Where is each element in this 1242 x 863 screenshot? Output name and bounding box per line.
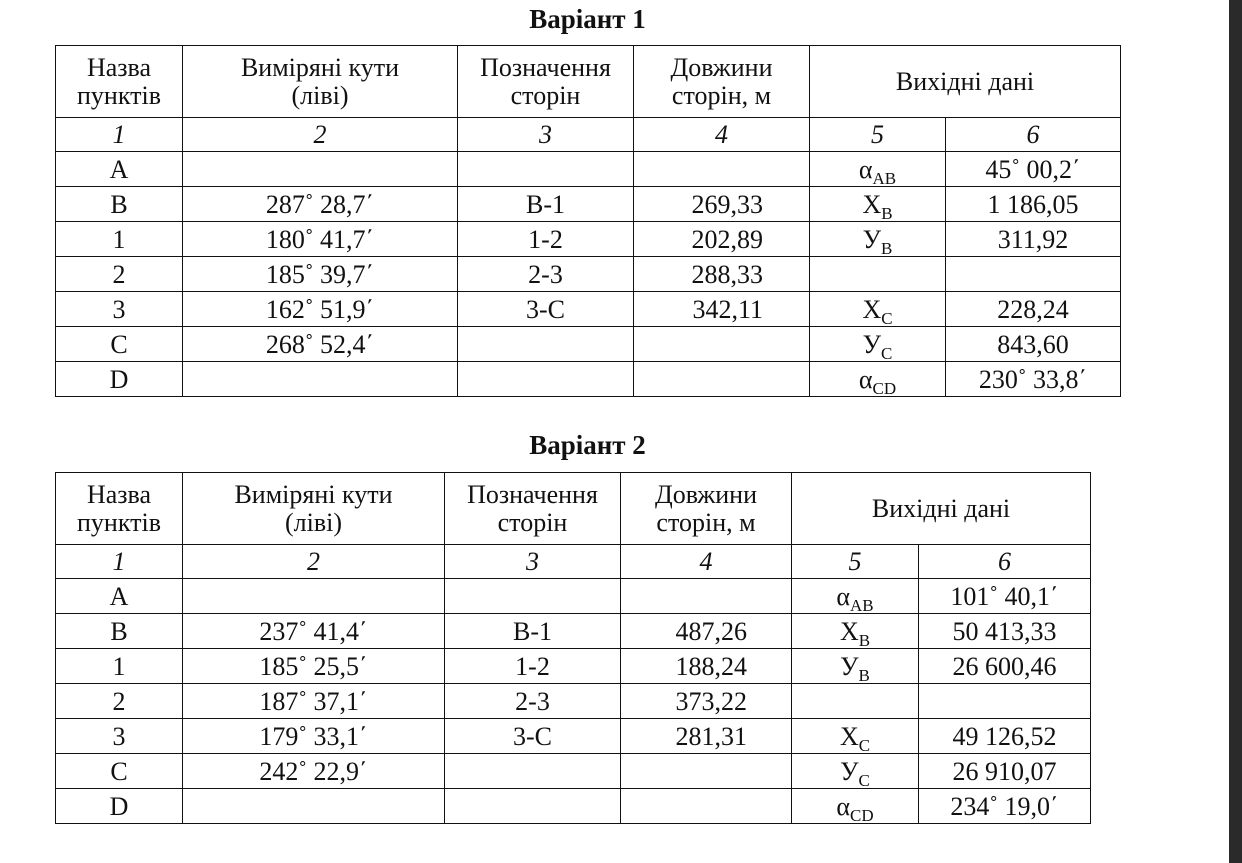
cell-point: B bbox=[56, 614, 183, 649]
cell-point: 1 bbox=[56, 649, 183, 684]
symbol-letter: α bbox=[858, 364, 873, 394]
symbol-subscript: AB bbox=[872, 168, 897, 187]
cell-value bbox=[919, 684, 1091, 719]
cell-value: 101˚ 40,1΄ bbox=[919, 579, 1091, 614]
symbol-letter: X bbox=[862, 189, 882, 219]
table-row bbox=[56, 684, 1091, 719]
cell-point: 2 bbox=[56, 257, 183, 292]
cell-value: 1 186,05 bbox=[946, 187, 1121, 222]
cell-length bbox=[621, 579, 792, 614]
cell-symbol bbox=[810, 327, 946, 362]
header-source-data: Вихідні дані bbox=[792, 473, 1091, 545]
col-number: 2 bbox=[183, 545, 445, 579]
cell-side: 1-2 bbox=[445, 649, 621, 684]
cell-symbol bbox=[810, 292, 946, 327]
header-point-name: Назва пунктів bbox=[56, 473, 183, 545]
symbol-subscript: C bbox=[881, 343, 893, 362]
cell-symbol bbox=[810, 152, 946, 187]
cell-length: 188,24 bbox=[621, 649, 792, 684]
cell-value: 50 413,33 bbox=[919, 614, 1091, 649]
col-number: 5 bbox=[792, 545, 919, 579]
header-point-name: Назва пунктів bbox=[56, 46, 183, 118]
table-row bbox=[56, 614, 1091, 649]
col-number: 6 bbox=[919, 545, 1091, 579]
cell-angle: 185˚ 25,5΄ bbox=[183, 649, 445, 684]
symbol-subscript: AB bbox=[850, 595, 874, 614]
header-source-data: Вихідні дані bbox=[810, 46, 1121, 118]
cell-value: 228,24 bbox=[946, 292, 1121, 327]
cell-symbol bbox=[810, 222, 946, 257]
variant-1-rows bbox=[56, 152, 1121, 397]
cell-angle: 180˚ 41,7΄ bbox=[183, 222, 458, 257]
cell-angle: 187˚ 37,1΄ bbox=[183, 684, 445, 719]
cell-angle: 185˚ 39,7΄ bbox=[183, 257, 458, 292]
col-number: 4 bbox=[634, 118, 810, 152]
cell-point: 2 bbox=[56, 684, 183, 719]
cell-point: C bbox=[56, 754, 183, 789]
column-number-row bbox=[56, 545, 1091, 579]
symbol-subscript: C bbox=[858, 735, 871, 754]
cell-point: 3 bbox=[56, 719, 183, 754]
cell-value: 843,60 bbox=[946, 327, 1121, 362]
cell-side: B-1 bbox=[445, 614, 621, 649]
symbol-subscript: CD bbox=[850, 805, 874, 824]
scroll-edge-strip bbox=[1229, 0, 1242, 863]
cell-length: 342,11 bbox=[634, 292, 810, 327]
cell-side bbox=[445, 579, 621, 614]
cell-point: A bbox=[56, 152, 183, 187]
cell-point: 1 bbox=[56, 222, 183, 257]
cell-angle bbox=[183, 152, 458, 187]
cell-symbol bbox=[810, 187, 946, 222]
table-row bbox=[56, 257, 1121, 292]
cell-symbol bbox=[792, 649, 919, 684]
table-row bbox=[56, 754, 1091, 789]
cell-symbol bbox=[792, 579, 919, 614]
symbol-subscript: B bbox=[881, 203, 893, 222]
cell-value: 45˚ 00,2΄ bbox=[946, 152, 1121, 187]
cell-side: 1-2 bbox=[458, 222, 634, 257]
table-row bbox=[56, 789, 1091, 824]
cell-angle: 162˚ 51,9΄ bbox=[183, 292, 458, 327]
symbol-subscript: C bbox=[858, 770, 870, 789]
variant-2-table bbox=[55, 472, 1091, 824]
col-number: 3 bbox=[458, 118, 634, 152]
cell-point: 3 bbox=[56, 292, 183, 327]
cell-value: 49 126,52 bbox=[919, 719, 1091, 754]
symbol-subscript: B bbox=[858, 665, 870, 684]
header-measured-angles: Виміряні кути (ліві) bbox=[183, 46, 458, 118]
variant-2-rows bbox=[56, 579, 1091, 824]
table-row bbox=[56, 152, 1121, 187]
cell-angle: 268˚ 52,4΄ bbox=[183, 327, 458, 362]
symbol-subscript: B bbox=[858, 630, 871, 649]
cell-length bbox=[634, 362, 810, 397]
symbol-subscript: C bbox=[881, 308, 893, 327]
cell-side bbox=[458, 362, 634, 397]
cell-point: D bbox=[56, 362, 183, 397]
symbol-letter: У bbox=[840, 651, 859, 681]
cell-point: C bbox=[56, 327, 183, 362]
variant-1-title: Варіант 1 bbox=[529, 4, 646, 34]
cell-side: 2-3 bbox=[445, 684, 621, 719]
header-measured-angles: Виміряні кути (ліві) bbox=[183, 473, 445, 545]
header-side-lengths: Довжини сторін, м bbox=[634, 46, 810, 118]
symbol-letter: У bbox=[862, 224, 882, 254]
column-number-row bbox=[56, 118, 1121, 152]
table-row bbox=[56, 579, 1091, 614]
cell-length bbox=[621, 789, 792, 824]
cell-side: 3-C bbox=[445, 719, 621, 754]
cell-length: 487,26 bbox=[621, 614, 792, 649]
col-number: 2 bbox=[183, 118, 458, 152]
table-header-row bbox=[56, 473, 1091, 545]
cell-angle: 242˚ 22,9΄ bbox=[183, 754, 445, 789]
col-number: 5 bbox=[810, 118, 946, 152]
variant-1-table bbox=[55, 45, 1121, 397]
variant-2-title: Варіант 2 bbox=[529, 430, 646, 460]
cell-symbol bbox=[792, 684, 919, 719]
cell-point: D bbox=[56, 789, 183, 824]
cell-length bbox=[621, 754, 792, 789]
cell-length bbox=[634, 152, 810, 187]
table-row bbox=[56, 362, 1121, 397]
symbol-letter: α bbox=[858, 154, 873, 184]
col-number: 4 bbox=[621, 545, 792, 579]
cell-symbol bbox=[792, 719, 919, 754]
cell-side: 3-C bbox=[458, 292, 634, 327]
cell-symbol bbox=[810, 362, 946, 397]
table-row bbox=[56, 187, 1121, 222]
header-side-labels: Позначення сторін bbox=[445, 473, 621, 545]
cell-value: 230˚ 33,8΄ bbox=[946, 362, 1121, 397]
cell-side: B-1 bbox=[458, 187, 634, 222]
cell-value bbox=[946, 257, 1121, 292]
header-side-labels: Позначення сторін bbox=[458, 46, 634, 118]
symbol-letter: α bbox=[836, 581, 850, 611]
header-side-lengths: Довжини сторін, м bbox=[621, 473, 792, 545]
cell-symbol bbox=[792, 789, 919, 824]
cell-length: 288,33 bbox=[634, 257, 810, 292]
cell-angle: 287˚ 28,7΄ bbox=[183, 187, 458, 222]
table-header-row bbox=[56, 46, 1121, 118]
cell-length: 202,89 bbox=[634, 222, 810, 257]
table-row bbox=[56, 649, 1091, 684]
col-number: 6 bbox=[946, 118, 1121, 152]
symbol-subscript: B bbox=[881, 238, 893, 257]
col-number: 3 bbox=[445, 545, 621, 579]
cell-point: A bbox=[56, 579, 183, 614]
symbol-letter: X bbox=[839, 616, 859, 646]
cell-angle bbox=[183, 362, 458, 397]
cell-length: 269,33 bbox=[634, 187, 810, 222]
symbol-letter: α bbox=[836, 791, 850, 821]
symbol-subscript: CD bbox=[872, 378, 897, 397]
symbol-letter: У bbox=[862, 329, 882, 359]
table-row bbox=[56, 292, 1121, 327]
cell-side bbox=[458, 327, 634, 362]
cell-value: 311,92 bbox=[946, 222, 1121, 257]
cell-point: B bbox=[56, 187, 183, 222]
cell-side bbox=[445, 754, 621, 789]
cell-angle: 237˚ 41,4΄ bbox=[183, 614, 445, 649]
table-row bbox=[56, 327, 1121, 362]
cell-value: 234˚ 19,0΄ bbox=[919, 789, 1091, 824]
symbol-letter: X bbox=[839, 721, 859, 751]
cell-length bbox=[634, 327, 810, 362]
cell-angle: 179˚ 33,1΄ bbox=[183, 719, 445, 754]
cell-angle bbox=[183, 579, 445, 614]
cell-side: 2-3 bbox=[458, 257, 634, 292]
cell-length: 281,31 bbox=[621, 719, 792, 754]
cell-value: 26 910,07 bbox=[919, 754, 1091, 789]
col-number: 1 bbox=[56, 118, 183, 152]
col-number: 1 bbox=[56, 545, 183, 579]
cell-symbol bbox=[792, 614, 919, 649]
cell-value: 26 600,46 bbox=[919, 649, 1091, 684]
cell-symbol bbox=[792, 754, 919, 789]
symbol-letter: X bbox=[862, 294, 882, 324]
cell-angle bbox=[183, 789, 445, 824]
table-row bbox=[56, 222, 1121, 257]
cell-symbol bbox=[810, 257, 946, 292]
table-row bbox=[56, 719, 1091, 754]
cell-length: 373,22 bbox=[621, 684, 792, 719]
symbol-letter: У bbox=[840, 756, 859, 786]
cell-side bbox=[445, 789, 621, 824]
cell-side bbox=[458, 152, 634, 187]
